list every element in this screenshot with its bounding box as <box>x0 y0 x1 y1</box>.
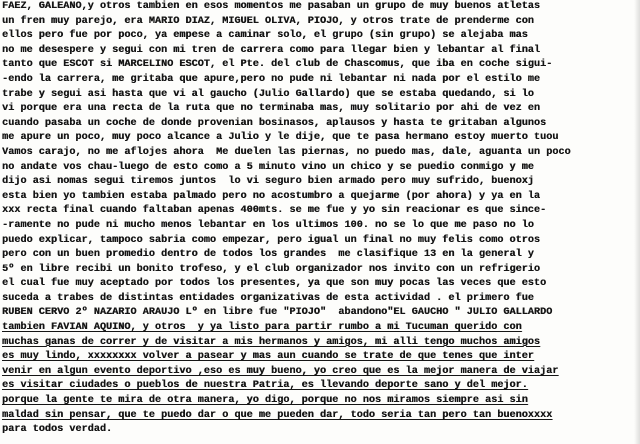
text-line: no andate vos chau-luego de esto como a 5 minuto vino un chico y se puedio conmigo y me <box>2 161 534 173</box>
text-line: -endo la carrera, me gritaba que apure,pero no pude ni lebantar ni nada por el estilo me <box>2 73 540 85</box>
text-line: es muy lindo, xxxxxxxx volver a pasear y mas aun cuando se trate de que tenes que inter <box>2 351 534 363</box>
text-line: muchas ganas de correr y de visitar a mis hermanos y amigos, mi alli tengo muchos amigos <box>2 336 540 348</box>
text-line: cuando pasaba un coche de donde provenian bosinasos, aplausos y hasta te gritaban algunos <box>2 117 547 129</box>
text-line: 5º en libre recibi un bonito trofeso, y el club organizador nos invito con un refrigerio <box>2 263 540 275</box>
text-line: para todos verdad. <box>2 424 113 436</box>
text-line: puedo explicar, tampoco sabria como empezar, pero igual un final no muy felis como otros <box>2 234 540 246</box>
text-line: el cual fue muy aceptado por todos los presentes, ya que son muy pocas las veces que esto <box>2 278 547 290</box>
typewritten-text-body <box>2 0 638 438</box>
text-line: maldad sin pensar, que te puedo dar o que me pueden dar, todo seria tan pero tan buenoxxxx <box>2 409 553 421</box>
text-line: vi porque era una recta de la ruta que no terminaba mas, muy solitario por ahi de vez en <box>2 103 540 115</box>
text-line: trabe y segui asi hasta que vi al gaucho (Julio Gallardo) que se estaba quedando, si lo <box>2 88 534 100</box>
text-line: tambien FAVIAN AQUINO, y otros y ya listo para partir rumbo a mi Tucuman querido con <box>2 322 522 334</box>
text-line: pero con un buen promedio dentro de todos los grandes me clasifique 13 en la general y <box>2 249 534 261</box>
text-line: suceda a trabes de distintas entidades organizativas de esta actividad . el primero fue <box>2 292 534 304</box>
text-line: -ramente no pude ni mucho menos lebantar en los ultimos 100. no se lo que me paso no lo <box>2 219 534 231</box>
text-line: porque la gente te mira de otra manera, yo digo, porque no nos miramos siempre asi sin <box>2 395 528 407</box>
text-line: esta bien yo tambien estaba palmado pero no acostumbro a quejarme (por ahora) y ya en la <box>2 190 540 202</box>
text-line: me apure un poco, muy poco alcance a Julio y le dije, que te pasa hermano estoy muerto tuou <box>2 132 559 144</box>
text-line: un fren muy parejo, era MARIO DIAZ, MIGUEL OLIVA, PIOJO, y otros trate de prenderme con <box>2 15 534 27</box>
text-line: xxx recta final cuando faltaban apenas 400mts. se me fue y yo sin reacionar es que since- <box>2 205 547 217</box>
text-line: venir en algun evento deportivo ,eso es muy bueno, yo creo que es la mejor manera de viajar <box>2 365 559 377</box>
text-line: FAEZ, GALEANO,y otros tambien en esos momentos me pasaban un grupo de muy buenos atletas <box>2 1 540 12</box>
text-line: tanto que ESCOT si MARCELINO ESCOT, el Pte. del club de Chascomus, que iba en coche sigui- <box>2 59 553 71</box>
text-line: RUBEN CERVO 2º NAZARIO ARAUJO Lº en libre fue "PIOJO" abandono"EL GAUCHO " JULIO GALLARDO <box>2 307 553 319</box>
text-line: ellos pero fue por poco, ya empese a caminar solo, el grupo (sin grupo) se alejaba mas <box>2 30 528 42</box>
text-line: es visitar ciudades o pueblos de nuestra Patria, es llevando deporte sano y del mejor. <box>2 380 528 392</box>
text-line: dijo asi nomas segui tiremos juntos lo vi seguro bien armado pero muy sufrido, buenoxj <box>2 176 534 188</box>
text-line: no me desespere y segui con mi tren de carrera como para llegar bien y lebantar al final <box>2 44 540 56</box>
text-line: Vamos carajo, no me aflojes ahora Me duelen las piernas, no puedo mas, dale, aguanta un poco <box>2 146 571 158</box>
